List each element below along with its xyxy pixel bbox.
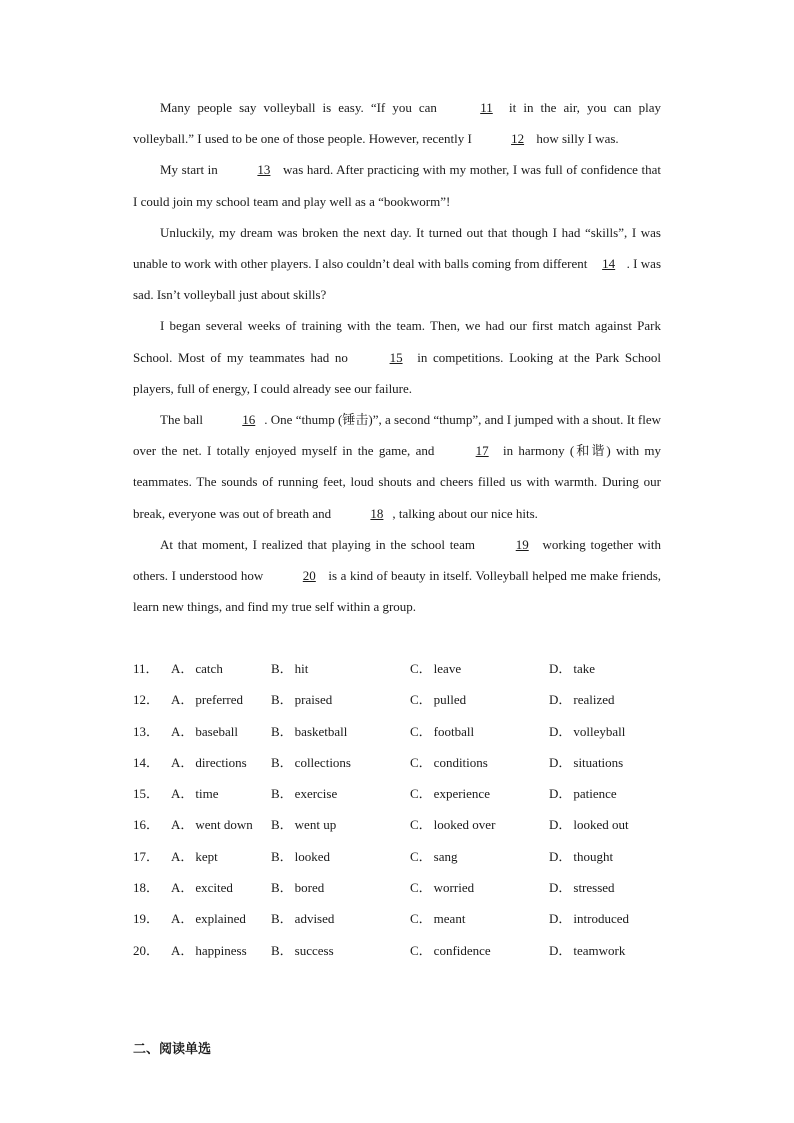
option-text: directions	[195, 754, 247, 770]
option-letter: D．	[549, 754, 572, 770]
option-text: exercise	[294, 786, 338, 802]
passage-text: in competitions. Looking at the Park School players, full of energy, I could already see our failure.	[133, 349, 662, 396]
question-row	[133, 903, 693, 934]
option-text: take	[573, 661, 596, 676]
question-row	[133, 653, 693, 684]
option-text: excited	[195, 880, 233, 896]
option-letter: D．	[549, 880, 572, 896]
option-b[interactable]	[271, 778, 410, 809]
question-row	[133, 809, 693, 840]
option-c[interactable]	[410, 872, 549, 903]
option-c[interactable]	[410, 747, 549, 778]
option-d[interactable]	[549, 716, 669, 747]
passage-text: The ball	[160, 412, 203, 428]
passage-text: My start in	[160, 162, 218, 178]
option-letter: C．	[410, 880, 432, 896]
question-row	[133, 747, 693, 778]
blank-14: 14	[602, 256, 616, 272]
option-c[interactable]	[410, 935, 549, 966]
option-text: looked out	[573, 817, 629, 833]
question-number: 13．	[133, 723, 160, 739]
option-letter: C．	[410, 848, 432, 864]
option-letter: A．	[171, 754, 194, 770]
option-text: success	[294, 942, 334, 958]
option-letter: B．	[271, 786, 293, 802]
option-text: happiness	[195, 942, 247, 958]
blank-19: 19	[515, 536, 529, 552]
option-a[interactable]	[171, 653, 271, 684]
question-row	[133, 778, 693, 809]
option-text: bored	[294, 880, 325, 896]
blank-15: 15	[389, 349, 403, 365]
option-b[interactable]	[271, 809, 410, 840]
option-letter: C．	[410, 817, 432, 833]
option-letter: D．	[549, 848, 572, 864]
option-c[interactable]	[410, 778, 549, 809]
option-c[interactable]	[410, 653, 549, 684]
option-d[interactable]	[549, 903, 669, 934]
option-letter: A．	[171, 817, 194, 833]
passage-text: , talking about our nice hits.	[392, 505, 538, 521]
passage-text: Many people say volleyball is easy. “If you can	[160, 100, 437, 115]
option-letter: D．	[549, 911, 572, 927]
option-text: time	[195, 786, 219, 802]
option-c[interactable]	[410, 716, 549, 747]
option-text: stressed	[573, 880, 615, 896]
option-c[interactable]	[410, 903, 549, 934]
option-text: realized	[573, 692, 615, 708]
option-letter: A．	[171, 880, 194, 896]
option-text: went down	[195, 817, 253, 833]
paragraph-2	[133, 154, 661, 216]
option-c[interactable]	[410, 684, 549, 715]
option-d[interactable]	[549, 809, 669, 840]
cloze-passage	[133, 92, 661, 622]
blank-13: 13	[257, 162, 271, 178]
passage-text: I began several weeks of training with the team. Then, we had our first match against Park School. Most of my teammates had no	[133, 318, 661, 365]
option-b[interactable]	[271, 935, 410, 966]
option-text: thought	[573, 848, 614, 864]
blank-20: 20	[302, 568, 316, 584]
option-text: basketball	[294, 723, 348, 739]
passage-text: At that moment, I realized that playing in the school team	[160, 536, 475, 552]
option-b[interactable]	[271, 903, 410, 934]
passage-text: in harmony (和谐) with my teammates. The sounds of running feet, loud shouts and cheers filled us with warmth. During our break, everyone was out of breath and	[133, 443, 662, 521]
passage-text: . I was sad. Isn’t volleyball just about skills?	[133, 256, 661, 303]
option-text: kept	[195, 848, 218, 864]
option-a[interactable]	[171, 747, 271, 778]
option-letter: D．	[549, 723, 572, 739]
question-number: 16．	[133, 817, 160, 833]
option-text: catch	[195, 661, 223, 676]
option-d[interactable]	[549, 778, 669, 809]
question-number: 15．	[133, 786, 160, 802]
option-letter: C．	[410, 661, 432, 676]
option-text: situations	[573, 754, 624, 770]
option-text: pulled	[433, 692, 467, 708]
option-text: collections	[294, 754, 351, 770]
question-row	[133, 872, 693, 903]
option-letter: B．	[271, 754, 293, 770]
passage-text: is a kind of beauty in itself. Volleyball helped me make friends, learn new things, and find my true self within a group.	[133, 568, 662, 615]
option-text: football	[433, 723, 475, 739]
option-b[interactable]	[271, 653, 410, 684]
option-a[interactable]	[171, 809, 271, 840]
option-letter: B．	[271, 661, 293, 676]
option-letter: C．	[410, 754, 432, 770]
option-letter: D．	[549, 661, 572, 676]
option-text: confidence	[433, 942, 491, 958]
paragraph-4	[133, 310, 661, 404]
option-c[interactable]	[410, 809, 549, 840]
option-text: teamwork	[573, 942, 626, 958]
blank-17: 17	[475, 443, 489, 459]
answer-options-list	[133, 653, 693, 966]
passage-text: Unluckily, my dream was broken the next day. It turned out that though I had “skills”, I was unable to work with other players. I also couldn’t deal with balls coming from different	[133, 224, 661, 272]
paragraph-3	[133, 217, 661, 311]
question-number: 17．	[133, 848, 160, 864]
option-text: praised	[294, 692, 333, 708]
option-text: explained	[195, 911, 246, 927]
option-letter: D．	[549, 786, 572, 802]
question-row	[133, 716, 693, 747]
option-text: volleyball	[573, 723, 626, 739]
section-title: 二、阅读单选	[133, 1042, 212, 1057]
option-letter: A．	[171, 911, 194, 927]
question-number: 12．	[133, 692, 160, 708]
option-b[interactable]	[271, 841, 410, 872]
option-text: looked	[294, 848, 331, 864]
option-letter: A．	[171, 942, 194, 958]
option-letter: C．	[410, 786, 432, 802]
option-letter: C．	[410, 692, 432, 708]
option-text: baseball	[195, 723, 238, 739]
question-number: 18．	[133, 880, 160, 896]
option-a[interactable]	[171, 716, 271, 747]
question-row	[133, 935, 693, 966]
option-letter: A．	[171, 786, 194, 802]
paragraph-6	[133, 529, 661, 623]
option-letter: C．	[410, 911, 432, 927]
option-text: introduced	[573, 911, 629, 927]
passage-text: . One “thump (锤击)”, a second “thump”, and I jumped with a shout. It flew over the net. I totally enjoyed myself in the game, and	[133, 412, 661, 459]
option-text: sang	[433, 848, 458, 864]
passage-text: working together with others. I understood how	[133, 536, 661, 584]
option-c[interactable]	[410, 841, 549, 872]
option-letter: D．	[549, 692, 572, 708]
option-text: looked over	[433, 817, 496, 833]
option-d[interactable]	[549, 935, 669, 966]
option-d[interactable]	[549, 747, 669, 778]
question-number: 14．	[133, 754, 160, 770]
question-number: 19．	[133, 911, 160, 927]
option-text: experience	[433, 786, 490, 802]
option-letter: B．	[271, 880, 293, 896]
option-text: advised	[294, 911, 335, 927]
question-number: 11．	[133, 661, 159, 676]
option-letter: D．	[549, 942, 572, 958]
option-letter: C．	[410, 942, 432, 958]
option-letter: B．	[271, 848, 293, 864]
question-number: 20．	[133, 942, 160, 958]
option-letter: B．	[271, 723, 293, 739]
paragraph-1	[133, 92, 661, 154]
option-d[interactable]	[549, 872, 669, 903]
blank-11: 11	[480, 100, 493, 115]
option-letter: D．	[549, 817, 572, 833]
option-d[interactable]	[549, 684, 669, 715]
option-text: meant	[433, 911, 466, 927]
option-b[interactable]	[271, 872, 410, 903]
option-a[interactable]	[171, 778, 271, 809]
option-b[interactable]	[271, 684, 410, 715]
option-letter: B．	[271, 817, 293, 833]
option-letter: B．	[271, 942, 293, 958]
option-text: conditions	[433, 754, 488, 770]
option-letter: A．	[171, 848, 194, 864]
option-text: went up	[294, 817, 337, 833]
blank-16: 16	[242, 412, 256, 428]
option-a[interactable]	[171, 903, 271, 934]
blank-18: 18	[370, 505, 384, 521]
option-text: hit	[294, 661, 309, 676]
option-letter: A．	[171, 723, 194, 739]
option-a[interactable]	[171, 684, 271, 715]
option-a[interactable]	[171, 841, 271, 872]
option-text: preferred	[195, 692, 244, 708]
option-a[interactable]	[171, 935, 271, 966]
paragraph-5	[133, 404, 661, 529]
option-a[interactable]	[171, 872, 271, 903]
passage-text: how silly I was.	[536, 131, 619, 147]
option-letter: A．	[171, 692, 194, 708]
option-text: leave	[433, 661, 462, 676]
option-letter: B．	[271, 911, 293, 927]
option-text: patience	[573, 786, 617, 802]
question-row	[133, 841, 693, 872]
option-b[interactable]	[271, 747, 410, 778]
passage-text: was hard. After practicing with my mother, I was full of confidence that I could join my school team and play well as a “bookworm”!	[133, 162, 661, 209]
blank-12: 12	[511, 131, 525, 147]
passage-text: it in the air, you can play volleyball.” I used to be one of those people. However, recently I	[133, 100, 661, 147]
option-letter: B．	[271, 692, 293, 708]
option-d[interactable]	[549, 841, 669, 872]
option-letter: C．	[410, 723, 432, 739]
option-b[interactable]	[271, 716, 410, 747]
option-d[interactable]	[549, 653, 669, 684]
question-row	[133, 684, 693, 715]
option-text: worried	[433, 880, 475, 896]
option-letter: A．	[171, 661, 194, 676]
